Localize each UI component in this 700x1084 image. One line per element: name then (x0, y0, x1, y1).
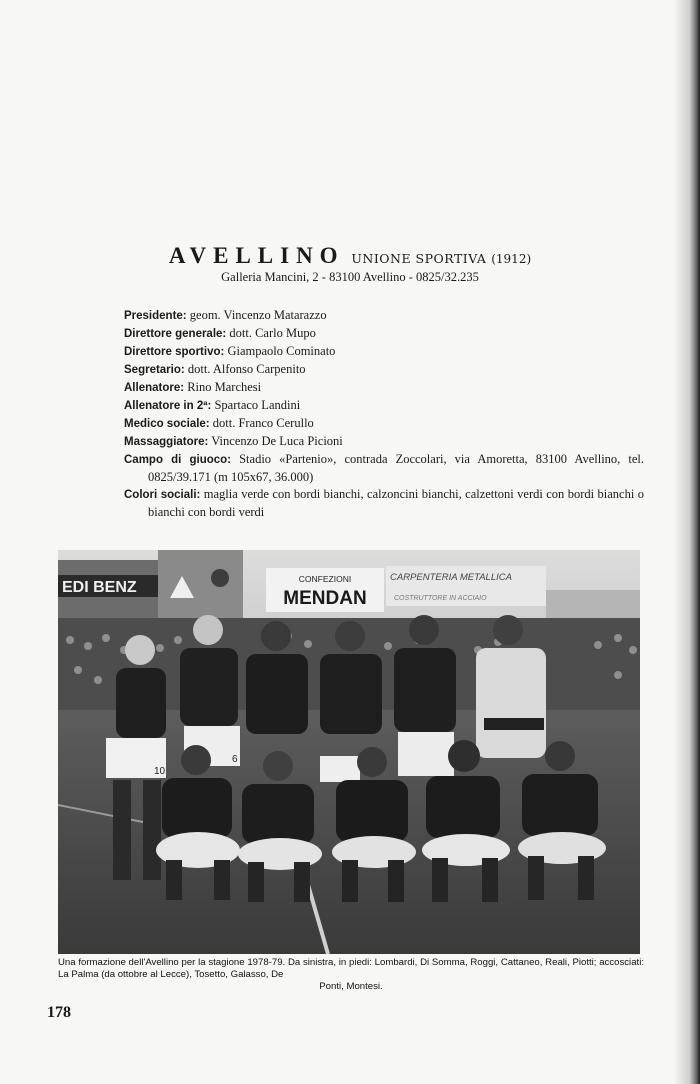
staff-label: Direttore sportivo: (124, 346, 225, 358)
staff-row (124, 343, 644, 361)
caption-last-line: Ponti, Montesi. (319, 981, 383, 992)
staff-value: Vincenzo De Luca Picioni (211, 434, 343, 448)
team-heading (0, 243, 700, 285)
staff-label: Medico sociale: (124, 418, 210, 430)
banner-right-subtext: COSTRUTTORE IN ACCIAIO (394, 595, 487, 602)
staff-row (124, 415, 644, 433)
staff-label: Presidente: (124, 310, 187, 322)
staff-value: dott. Carlo Mupo (229, 326, 316, 340)
staff-row (124, 397, 644, 415)
staff-value: dott. Alfonso Carpenito (187, 362, 306, 376)
staff-row (124, 325, 644, 343)
club-info (124, 307, 644, 521)
stadium-value: Stadio «Partenio», contrada Zoccolari, via Amoretta, 83100 Avellino, tel. 0825/39.171 (m 105x67, 36.000) (148, 452, 644, 484)
club-address: Galleria Mancini, 2 - 83100 Avellino - 0825/32.235 (221, 270, 479, 284)
photo-caption (58, 957, 644, 993)
stadium-row (124, 451, 644, 486)
banner-right-text: CARPENTERIA METALLICA (390, 572, 512, 583)
staff-row (124, 433, 644, 451)
staff-label: Direttore generale: (124, 328, 227, 340)
team-photo (58, 550, 640, 954)
stadium-label: Campo di giuoco: (124, 454, 232, 466)
staff-value: geom. Vincenzo Matarazzo (189, 308, 327, 322)
staff-row (124, 307, 644, 325)
staff-label: Massaggiatore: (124, 436, 209, 448)
staff-value: Spartaco Landini (214, 398, 301, 412)
team-name: AVELLINO (168, 243, 345, 268)
club-type: UNIONE SPORTIVA (351, 251, 487, 266)
caption-text: Una formazione dell'Avellino per la stagione 1978-79. Da sinistra, in piedi: Lombardi, Di Somma, Roggi, Cattaneo, Reali, Piotti; accosciati: La Palma (da ottobre al Lecce), Tosetto, Galasso, De (58, 957, 644, 980)
banner-brand-text: MENDAN (283, 588, 367, 609)
page-number: 178 (47, 1004, 71, 1021)
staff-value: Rino Marchesi (187, 380, 262, 394)
staff-value: Giampaolo Cominato (227, 344, 336, 358)
staff-label: Segretario: (124, 364, 185, 376)
staff-value: dott. Franco Cerullo (212, 416, 314, 430)
club-year: (1912) (491, 252, 532, 266)
banner-top-text: CONFEZIONI (298, 574, 352, 584)
shirt-number-left: 10 (154, 766, 166, 777)
colors-row (124, 486, 644, 521)
staff-label: Allenatore in 2ª: (124, 400, 212, 412)
staff-label: Allenatore: (124, 382, 185, 394)
banner-left-text: EDI BENZ (62, 579, 137, 596)
colors-label: Colori sociali: (124, 489, 201, 501)
colors-value: maglia verde con bordi bianchi, calzoncini bianchi, calzettoni verdi con bordi bianchi o bianchi con bordi verdi (148, 487, 645, 519)
staff-row (124, 361, 644, 379)
staff-row (124, 379, 644, 397)
page-edge-shadow (674, 0, 700, 1084)
shirt-number-right: 6 (232, 754, 238, 765)
